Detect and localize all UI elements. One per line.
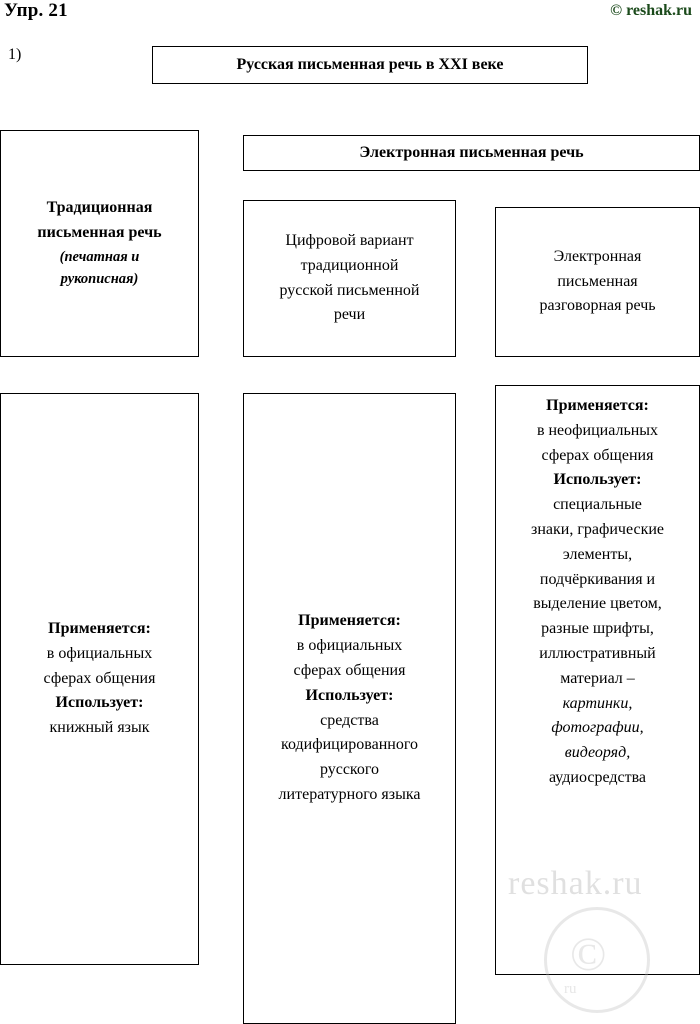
spoken-applies-value-2: сферах общения [541, 446, 654, 464]
traditional-applies-value-1: в официальных [46, 644, 153, 662]
spoken-uses-value-8: материал – [560, 669, 635, 687]
copyright-label: © reshak.ru [610, 2, 692, 19]
diagram-title-box [152, 46, 588, 84]
spoken-uses-value-1: специальные [553, 496, 642, 514]
watermark-text: reshak.ru [508, 865, 643, 902]
digital-uses-value-1: средства [320, 711, 379, 729]
page-title: Упр. 21 [4, 0, 68, 21]
traditional-uses-label: Использует: [55, 694, 144, 712]
digital-line-3: русской письменной [279, 281, 420, 299]
traditional-line-4: рукописная) [60, 271, 139, 288]
traditional-line-3: (печатная и [59, 248, 140, 265]
digital-line-1: Цифровой вариант [285, 231, 414, 249]
spoken-uses-value-6: разные шрифты, [541, 620, 654, 638]
digital-line-2: традиционной [300, 256, 399, 274]
spoken-uses-value-10: фотографии, [551, 719, 644, 737]
spoken-line-2: письменная [557, 272, 638, 290]
spoken-uses-value-5: выделение цветом, [533, 595, 662, 613]
watermark-sub-text: ru [564, 981, 577, 997]
digital-uses-value-3: русского [319, 761, 380, 779]
spoken-uses-value-7: иллюстративный [539, 644, 656, 662]
diagram-title-text: Русская письменная речь в XXI веке [236, 55, 504, 73]
digital-uses-value-2: кодифицированного [281, 736, 418, 754]
traditional-detail-box [0, 393, 199, 965]
traditional-applies-label: Применяется: [48, 620, 151, 637]
traditional-speech-box [0, 130, 199, 357]
spoken-uses-value-11: видеоряд, [564, 744, 631, 762]
digital-applies-label: Применяется: [298, 612, 401, 630]
digital-variant-box [243, 200, 456, 357]
spoken-line-1: Электронная [553, 247, 642, 265]
electronic-header-text: Электронная письменная речь [359, 143, 584, 161]
digital-applies-value-2: сферах общения [293, 661, 406, 679]
digital-detail-box [243, 393, 456, 1024]
spoken-uses-value-2: знаки, графические [531, 520, 664, 538]
traditional-line-2: письменная речь [37, 224, 162, 242]
spoken-line-3: разговорная речь [539, 297, 656, 315]
digital-uses-value-4: литературного языка [278, 785, 421, 803]
traditional-line-1: Традиционная [46, 199, 153, 217]
digital-applies-value-1: в официальных [296, 637, 403, 655]
spoken-uses-label: Использует: [553, 471, 642, 489]
item-number: 1) [8, 46, 22, 63]
digital-line-4: речи [333, 306, 366, 324]
spoken-uses-value-4: подчёркивания и [539, 570, 656, 588]
spoken-applies-value-1: в неофициальных [536, 421, 659, 439]
watermark-copyright-icon: © [570, 928, 607, 981]
spoken-detail-box [495, 385, 700, 975]
spoken-uses-value-3: элементы, [562, 545, 633, 563]
traditional-applies-value-2: сферах общения [43, 669, 156, 687]
electronic-header-box [243, 135, 700, 171]
spoken-uses-value-12: аудиосредства [548, 768, 647, 786]
spoken-uses-value-9: картинки, [562, 694, 633, 712]
traditional-uses-value-1: книжный язык [49, 719, 150, 737]
electronic-spoken-box [495, 207, 700, 357]
digital-uses-label: Использует: [305, 686, 394, 704]
spoken-applies-label: Применяется: [546, 397, 649, 414]
